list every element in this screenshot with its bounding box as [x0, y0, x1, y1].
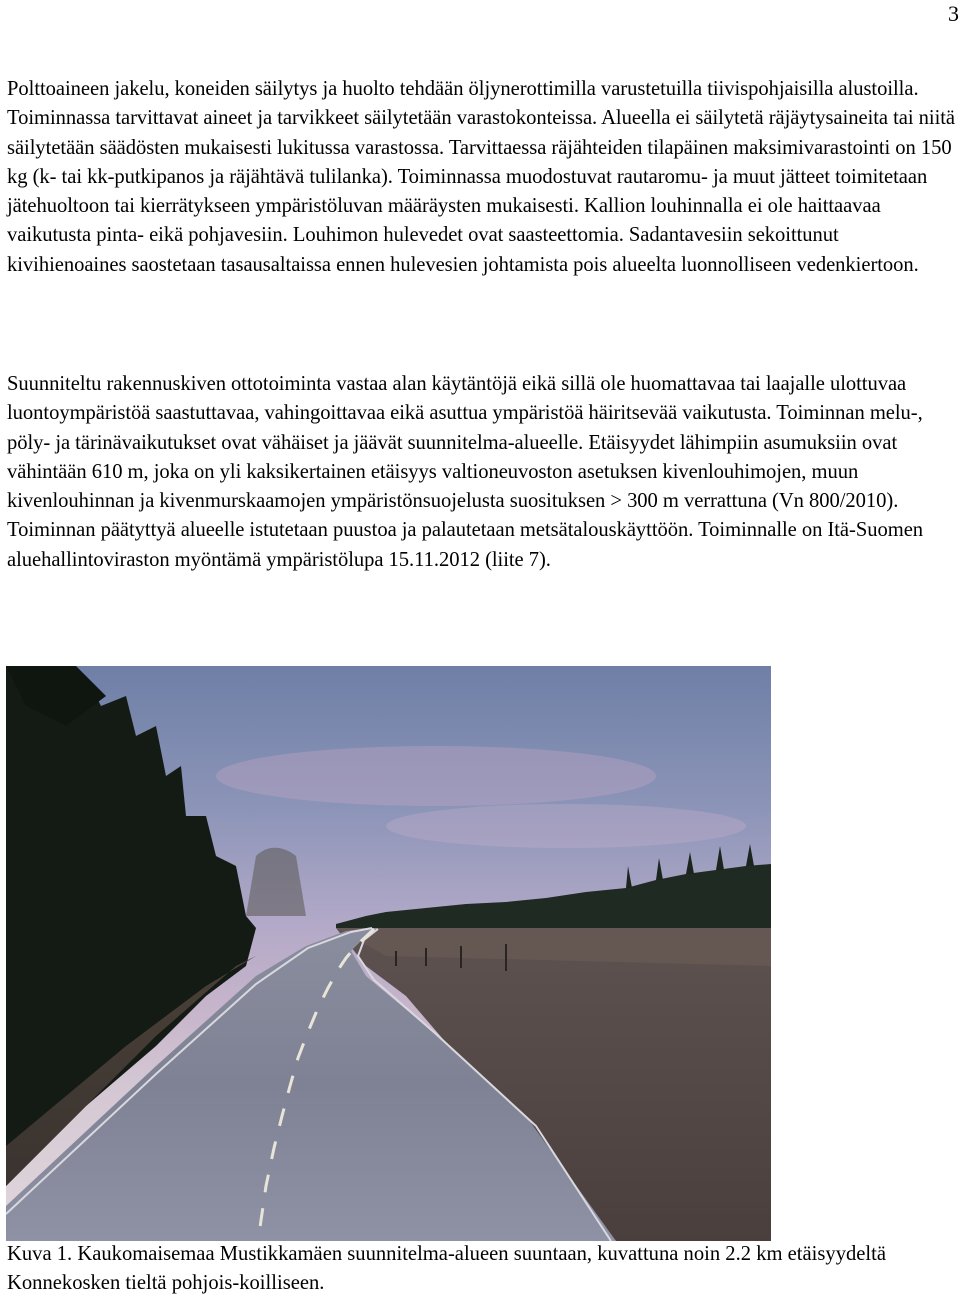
- landscape-photo: [6, 666, 771, 1241]
- figure-caption: Kuva 1. Kaukomaisemaa Mustikkamäen suunnitelma-alueen suuntaan, kuvattuna noin 2.2 km etäisyydeltä Konnekosken tieltä pohjois-koilliseen.: [7, 1243, 887, 1295]
- cloud: [386, 804, 746, 848]
- body-paragraph: Suunniteltu rakennuskiven ottotoiminta vastaa alan käytäntöjä eikä sillä ole huomattavaa tai laajalle ulottuvaa luontoympäristöä saastuttavaa, vahingoittavaa eikä asuttua ympäristöä häiritsevää vaikutusta. Toiminnan melu-, pöly- ja tärinävaikutukset ovat vähäiset ja jäävät suunnitelma-alueelle. Etäisyydet lähimpiin asumuksiin ovat vähintään 610 m, joka on yli kaksikertainen etäisyys valtioneuvoston asetuksen kivenlouhimojen, muun kivenlouhinnan ja kivenmurskaamojen ympäristönsuojelusta suosituksen > 300 m verrattuna (Vn 800/2010). Toiminnan päätyttyä alueelle istutetaan puustoa ja palautetaan metsätalouskäyttöön. Toiminnalle on Itä-Suomen aluehallintoviraston myöntämä ympäristölupa 15.11.2012 (liite 7).: [7, 373, 924, 571]
- body-paragraph: Polttoaineen jakelu, koneiden säilytys ja huolto tehdään öljynerottimilla varustetuilla tiivispohjaisilla alustoilla. Toiminnassa tarvittavat aineet ja tarvikkeet säilytetään varastokonteissa. Alueella ei säilytetä räjäytysaineita tai niitä säilytetään säädösten mukaisesti lukitussa varastossa. Tarvittaessa räjähteiden tilapäinen maksimivarastointi on 150 kg (k- tai kk-putkipanos ja räjähtävä tulilanka). Toiminnassa muodostuvat rautaromu- ja muut jätteet toimitetaan jätehuoltoon tai kierrätykseen ympäristöluvan määräysten mukaisesti. Kallion louhinnalla ei ole haittaavaa vaikutusta pinta- eikä pohjavesiin. Louhimon hulevedet ovat saasteettomia. Sadantavesiin sekoittunut kivihienoaines saostetaan tasausaltaissa ennen hulevesien johtamista pois alueelta luonnolliseen vedenkiertoon.: [7, 78, 956, 276]
- cloud: [216, 746, 656, 806]
- page-number: 3: [948, 1, 959, 26]
